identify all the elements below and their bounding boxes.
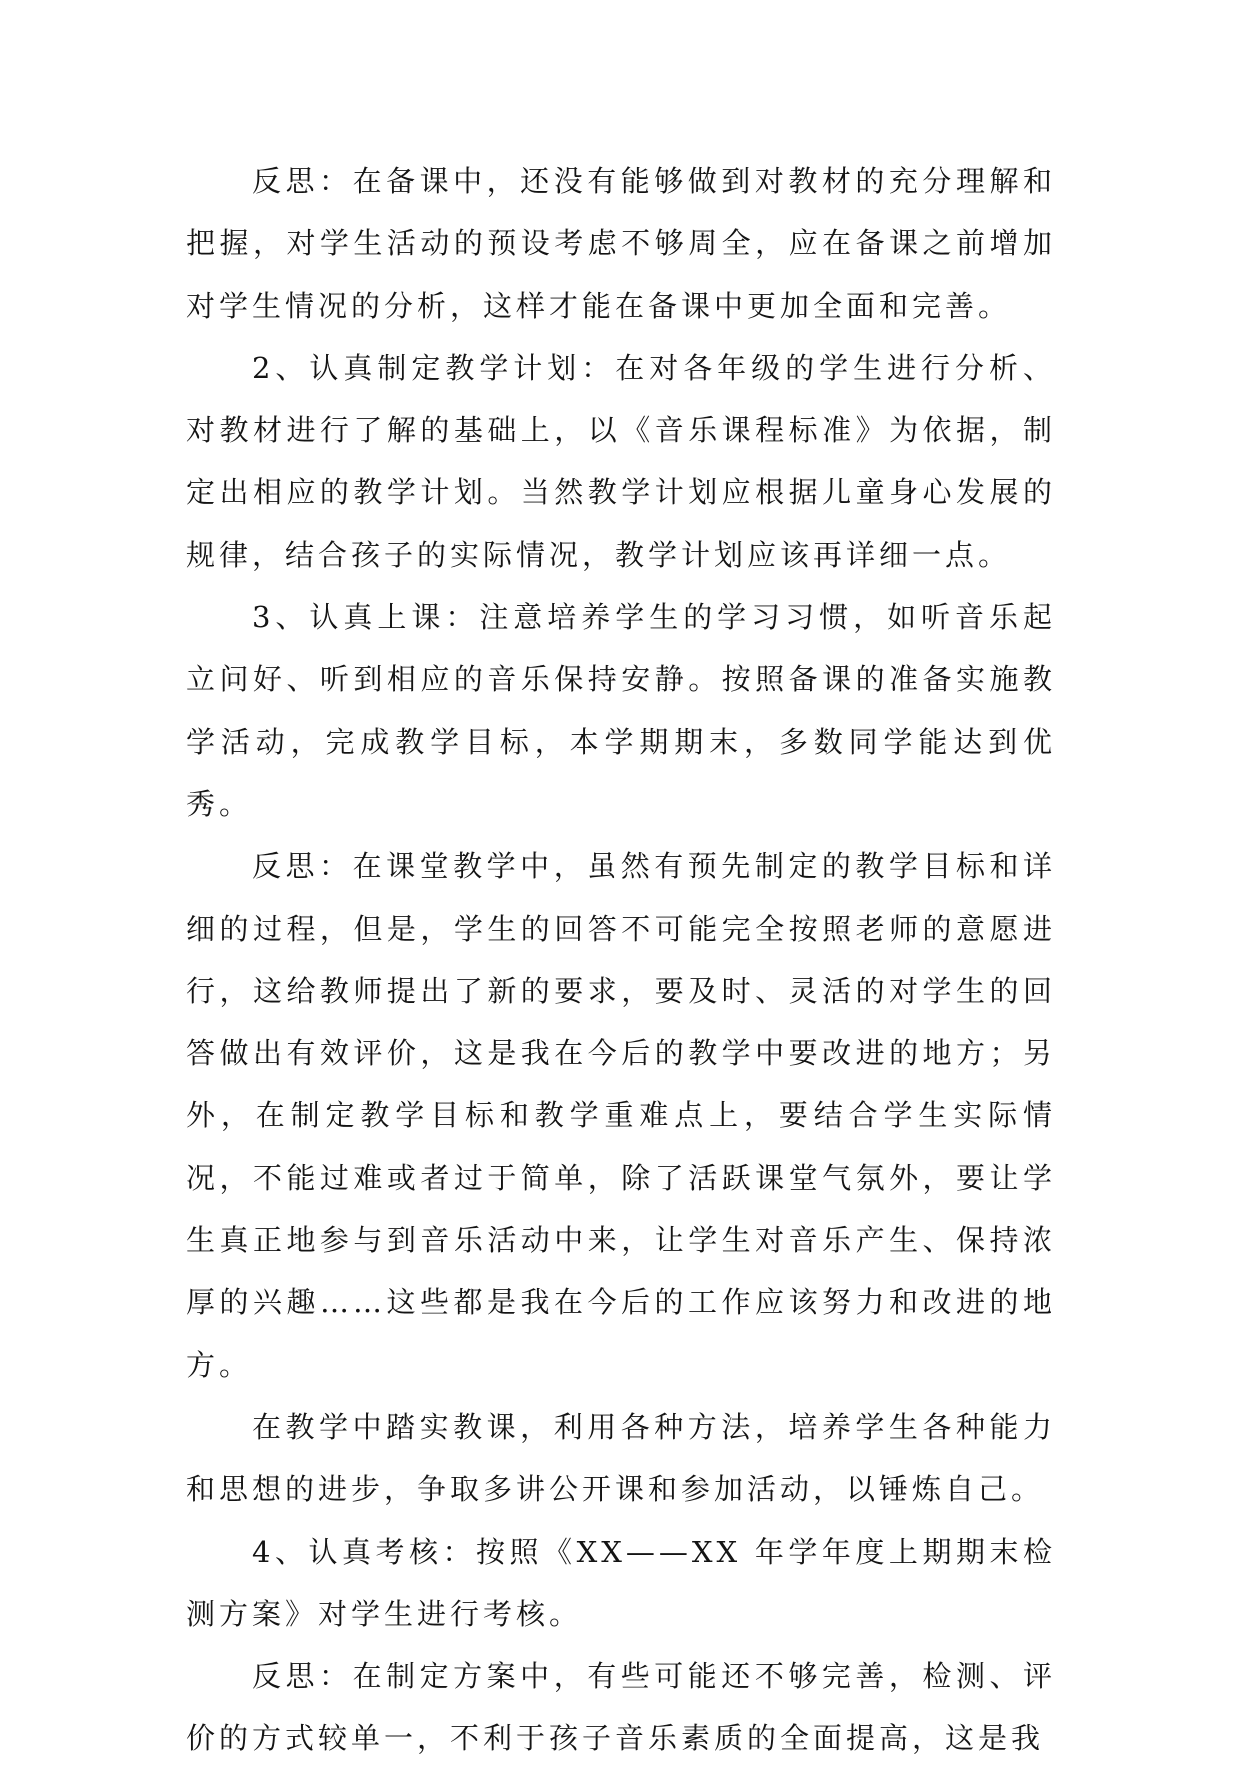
paragraph-practice-improvement: 在教学中踏实教课，利用各种方法，培养学生各种能力和思想的进步，争取多讲公开课和参加活动，以锤炼自己。 bbox=[186, 1409, 1056, 1507]
paragraph-reflection-lesson-prep: 反思：在备课中，还没有能够做到对教材的充分理解和把握，对学生活动的预设考虑不够周全，应在备课之前增加对学生情况的分析，这样才能在备课中更加全面和完善。 bbox=[186, 164, 1056, 323]
paragraph-reflection-classroom: 反思：在课堂教学中，虽然有预先制定的教学目标和详细的过程，但是，学生的回答不可能完全按照老师的意愿进行，这给教师提出了新的要求，要及时、灵活的对学生的回答做出有效评价，这是我在今后的教学中要改进的地方；另外，在制定教学目标和教学重难点上，要结合学生实际情况，不能过难或者过于简单，除了活跃课堂气氛外，要让学生真正地参与到音乐活动中来，让学生对音乐产生、保持浓厚的兴趣……这些都是我在今后的工作应该努力和改进的地方。 bbox=[186, 849, 1056, 1382]
paragraph-assessment: 4、认真考核：按照《XX——XX 年学年度上期期末检测方案》对学生进行考核。 bbox=[186, 1534, 1056, 1631]
document-body bbox=[186, 150, 1056, 1770]
paragraph-teaching-plan: 2、认真制定教学计划：在对各年级的学生进行分析、对教材进行了解的基础上，以《音乐课程标准》为依据，制定出相应的教学计划。当然教学计划应根据儿童身心发展的规律，结合孩子的实际情况，教学计划应该再详细一点。 bbox=[186, 350, 1056, 572]
paragraph-reflection-assessment: 反思：在制定方案中，有些可能还不够完善，检测、评价的方式较单一，不利于孩子音乐素质的全面提高，这是我 bbox=[186, 1659, 1056, 1756]
paragraph-classroom-teaching: 3、认真上课：注意培养学生的学习习惯，如听音乐起立问好、听到相应的音乐保持安静。按照备课的准备实施教学活动，完成教学目标，本学期期末，多数同学能达到优秀。 bbox=[186, 600, 1056, 821]
